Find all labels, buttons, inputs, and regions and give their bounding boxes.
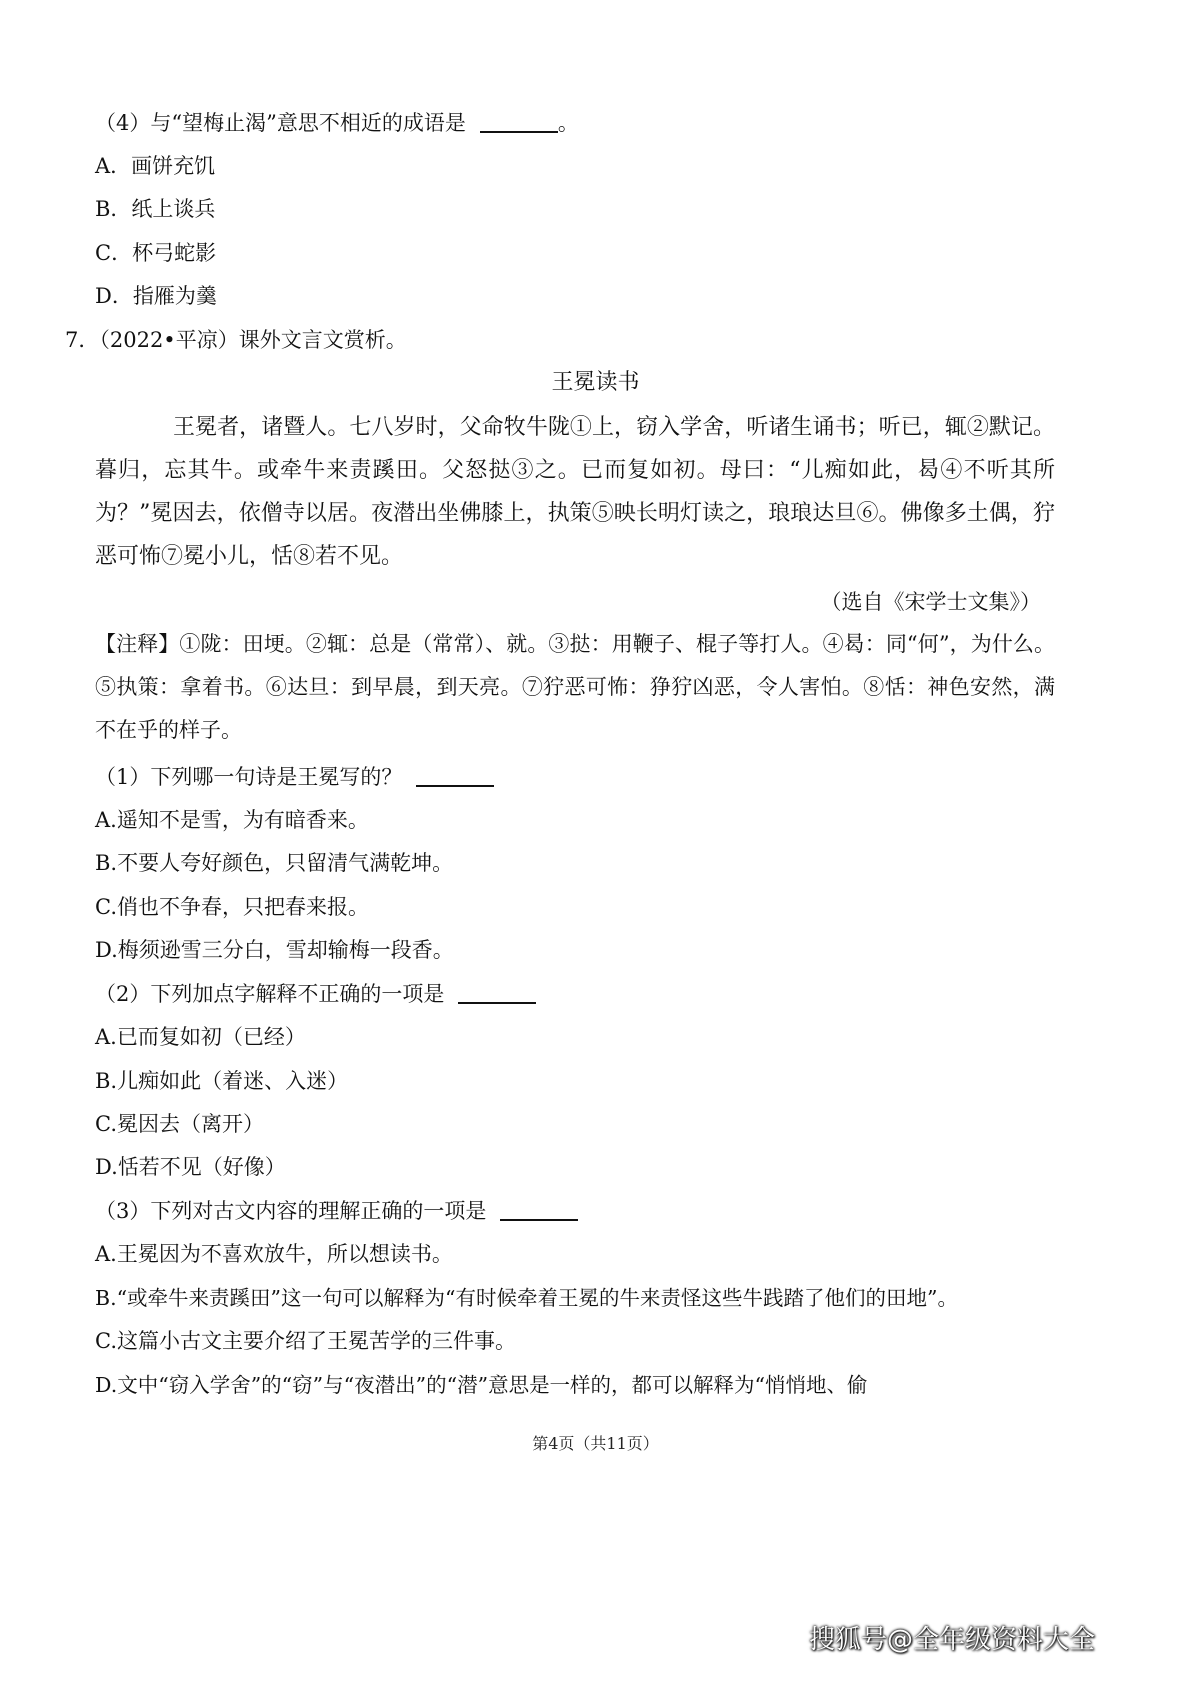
answer-blank — [458, 982, 536, 1004]
answer-blank — [500, 1199, 578, 1221]
sub2-option-c: C.冕因去（离开） — [95, 1112, 264, 1136]
question-text: （3）下列对古文内容的理解正确的一项是 — [95, 1199, 487, 1223]
sub3-option-d: D.文中“窃入学舍”的“窃”与“夜潜出”的“潜”意思是一样的，都可以解释为“悄悄地、偷 — [95, 1373, 868, 1397]
answer-blank — [416, 765, 494, 787]
sub-question-1-stem — [95, 762, 494, 792]
sub1-option-b: B.不要人夸好颜色，只留清气满乾坤。 — [95, 851, 454, 875]
answer-blank — [480, 111, 558, 133]
question-text: （2）下列加点字解释不正确的一项是 — [95, 982, 445, 1006]
sub2-option-b: B.儿痴如此（着迷、入迷） — [95, 1069, 349, 1093]
option-b: B．纸上谈兵 — [95, 197, 216, 221]
passage-text: 王冕者，诸暨人。七八岁时，父命牧牛陇①上，窃入学舍，听诸生诵书；听已，辄②默记。暮归，忘其牛。或牵牛来责蹊田。父怒挞③之。已而复如初。母曰：“儿痴如此，曷④不听其所为？”冕因去，依僧寺以居。夜潜出坐佛膝上，执策⑤映长明灯读之，琅琅达旦⑥。佛像多土偶，狞恶可怖⑦冕小儿，恬⑧若不见。 — [95, 415, 1055, 569]
question-text: （4）与“望梅止渴”意思不相近的成语是 — [95, 111, 466, 135]
option-d: D．指雁为羹 — [95, 284, 217, 308]
sub-question-2-stem — [95, 979, 536, 1009]
sub3-option-b: B.“或牵牛来责蹊田”这一句可以解释为“有时候牵着王冕的牛来责怪这些牛践踏了他们的田地”。 — [95, 1286, 958, 1310]
option-a: A．画饼充饥 — [95, 154, 216, 178]
sub1-option-c: C.俏也不争春，只把春来报。 — [95, 895, 369, 919]
question-end: 。 — [557, 111, 579, 135]
page-number-footer: 第4页（共11页） — [532, 1434, 659, 1453]
sub3-option-c: C.这篇小古文主要介绍了王冕苦学的三件事。 — [95, 1329, 516, 1353]
option-c: C．杯弓蛇影 — [95, 241, 217, 265]
sub2-option-a: A.已而复如初（已经） — [95, 1025, 306, 1049]
question-7-header: 7．（2022•平凉）课外文言文赏析。 — [65, 328, 407, 352]
question-6-4-stem — [95, 108, 579, 138]
passage-title: 王冕读书 — [551, 370, 640, 395]
sub2-option-d: D.恬若不见（好像） — [95, 1155, 286, 1179]
sub1-option-a: A.遥知不是雪，为有暗香来。 — [95, 808, 369, 832]
passage-source: （选自《宋学士文集》） — [820, 590, 1041, 614]
annotation-notes: 【注释】①陇：田埂。②辄：总是（常常）、就。③挞：用鞭子、棍子等打人。④曷：同“何”，为什么。⑤执策：拿着书。⑥达旦：到早晨，到天亮。⑦狞恶可怖：狰狞凶恶，令人害怕。⑧恬：神色安然，满不在乎的样子。 — [95, 632, 1055, 742]
sub-question-3-stem — [95, 1196, 578, 1226]
watermark: 搜狐号@全年级资料大全 — [808, 1625, 1095, 1655]
sub3-option-a: A.王冕因为不喜欢放牛，所以想读书。 — [95, 1242, 453, 1266]
question-text: （1）下列哪一句诗是王冕写的？ — [95, 765, 403, 789]
sub1-option-d: D.梅须逊雪三分白，雪却输梅一段香。 — [95, 938, 454, 962]
